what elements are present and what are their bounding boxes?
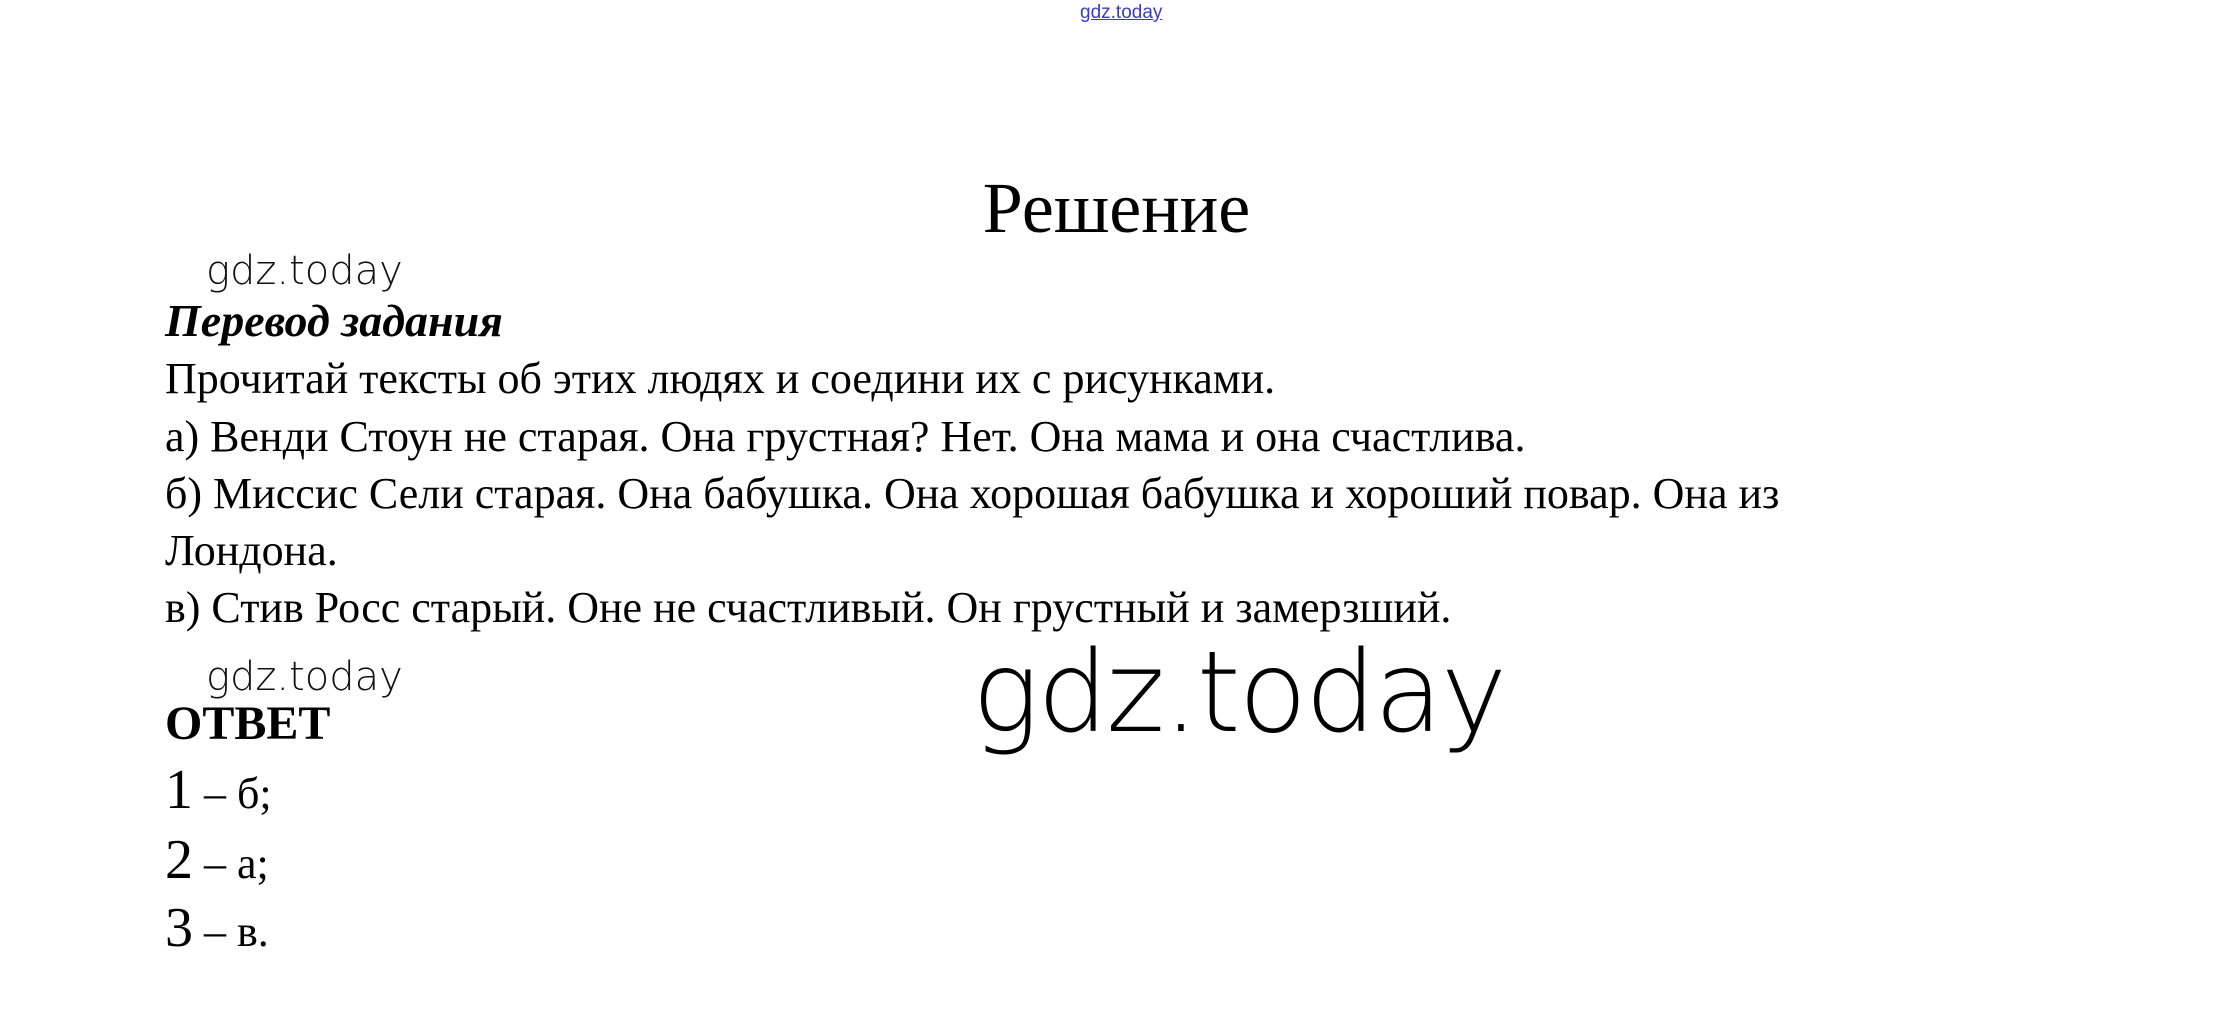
answer-title: ОТВЕТ [165, 697, 331, 750]
answer-item-2 [165, 830, 269, 894]
answer-number: 1 [165, 759, 193, 821]
translation-line-5: в) Стив Росс старый. Оне не счастливый. Он грустный и замерзший. [165, 583, 1452, 632]
answer-item-1 [165, 760, 272, 824]
translation-line-1: Прочитай тексты об этих людях и соедини их с рисунками. [165, 354, 1276, 403]
watermark-small-1: gdz.today [206, 248, 403, 294]
answer-number: 2 [165, 829, 193, 891]
answer-item-3 [165, 898, 269, 962]
translation-line-4: Лондона. [165, 526, 338, 575]
translation-line-2: а) Венди Стоун не старая. Она грустная? Нет. Она мама и она счастлива. [165, 412, 1526, 461]
answer-number: 3 [165, 897, 193, 959]
answer-text: – а; [193, 839, 269, 888]
translation-title: Перевод задания [165, 295, 503, 346]
answer-text: – в. [193, 907, 269, 956]
answer-text: – б; [193, 769, 272, 818]
watermark-small-2: gdz.today [206, 654, 403, 700]
page-title: Решение [982, 168, 1251, 248]
translation-line-3: б) Миссис Сели старая. Она бабушка. Она хорошая бабушка и хороший повар. Она из [165, 469, 1780, 518]
watermark-large: gdz.today [972, 628, 1506, 758]
site-link-top[interactable]: gdz.today [1080, 2, 1163, 23]
